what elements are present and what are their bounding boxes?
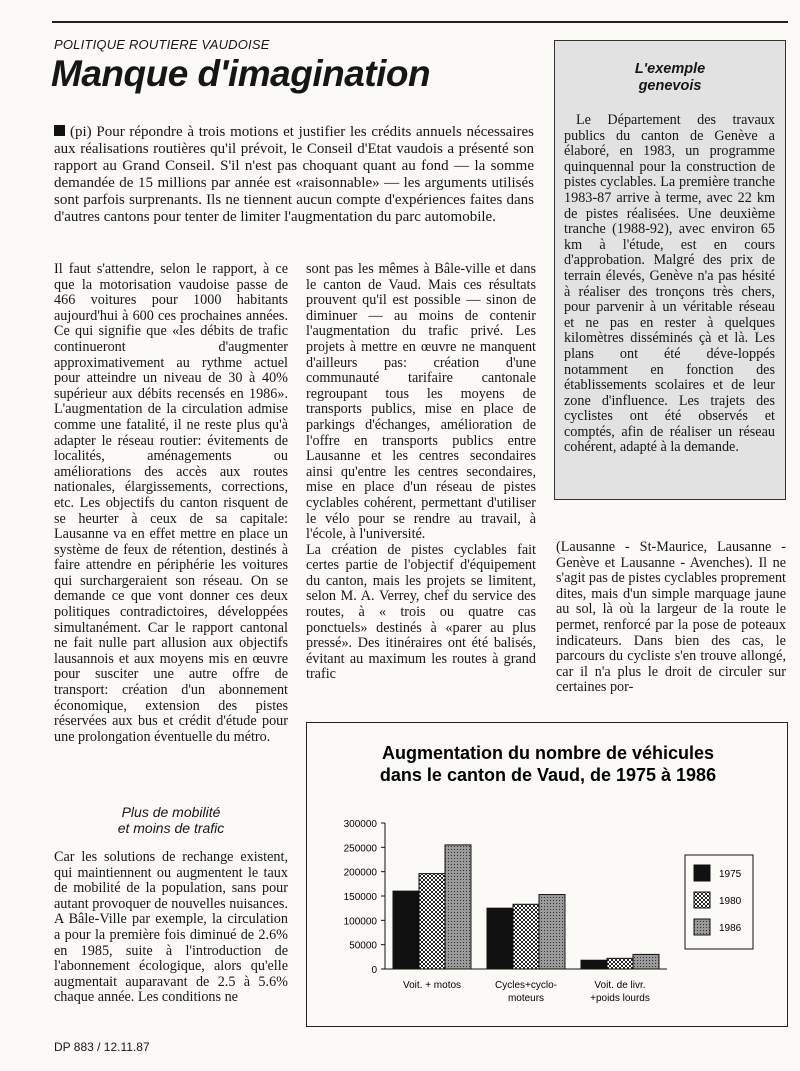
column-1b-text: Car les solutions de rechange existent, qui maintiennent ou augmentent le taux de mobilité de la population, sans pour autant provoquer de nouvelles nuisances. A Bâle-Ville par exemple, la circulation a pour la première fois diminué de 2.6% en 1985, suite à l'introduction de l'abonnement écologique, alors qu'elle augmentait auparavant de 2.5 à 5.6% chaque année. Les conditions ne — [54, 849, 288, 1006]
sidebar-title-line-2: genevois — [638, 78, 702, 94]
article-headline: Manque d'imagination — [51, 53, 431, 94]
y-tick-label: 250000 — [343, 843, 377, 855]
y-tick-label: 50000 — [349, 940, 377, 952]
column-1-text: Il faut s'attendre, selon le rapport, à ce que la motorisation vaudoise passe de 466 voitures pour 1000 habitants aujourd'hui à 600 ces prochaines années. Ce qui signifie que «les débits de trafic continueront d'augmenter approximativement au rythme actuel pour atteindre un niveau de 30 à 40% supérieur aux débits recensés en 1986». L'augmentation de la circulation admise comme une fatalité, il ne reste plus qu'à adapter le réseau routier: évitements de localités, aménagements ou améliorations des accès aux routes nationales, élargissements, corrections, etc. Les objectifs du canton risquent de se heurter à ceux de sa capitale: Lausanne va en effet mettre en place un système de feux de rétention, destinés à faire attendre en périphérie les voitures qui surchargeraient son réseau. On se demande ce que vont donner ces deux politiques contradictoires, développées simultanément. Car le rapport cantonal ne fait nulle part allusion aux objectifs lausannois et aux moyens mis en œuvre pour susciter une autre offre de transport: création d'un abonnement économique, extension des pistes réservées aux bus et crédit d'étude pour une prolongation éventuelle du métro. — [54, 261, 288, 745]
article-column-2 — [306, 262, 536, 683]
x-tick-label: Voit. de livr. — [594, 980, 646, 991]
chart-title-line-1: Augmentation du nombre de véhicules — [381, 743, 715, 763]
legend-label: 1986 — [719, 923, 742, 934]
article-column-3 — [556, 540, 786, 696]
column-2-text: sont pas les mêmes à Bâle-ville et dans le canton de Vaud. Mais ces résultats prouvent qu'il est possible — sinon de diminuer — au moins de contenir l'augmentation du trafic privé. Les projets à mettre en œuvre ne manquent d'ailleurs pas: création d'une communauté tarifaire cantonale regroupant tous les moyens de transports publics, mise en place de parkings d'échanges, amélioration de l'offre en transports publics entre Lausanne et les centres secondaires ainsi qu'entre les centres secondaires, mise en place d'un réseau de pistes cyclables cohérent, permettant d'utiliser le vélo pour se rendre au travail, à l'école, à l'université. — [306, 261, 536, 543]
bar-1986 — [539, 895, 565, 969]
subhead-line-1: Plus de mobilité — [121, 804, 221, 820]
chart-box — [306, 722, 788, 1027]
square-bullet-icon — [54, 125, 65, 136]
bar-1975 — [581, 960, 607, 969]
y-tick-label: 100000 — [343, 916, 377, 928]
sidebar-text: Le Département des travaux publics du canton de Genève a élaboré, en 1983, un programme quinquennal pour la construction de pistes cyclables. La première tranche 1983-87 arrive à terme, avec 22 km de pistes réalisées. Une deuxième tranche (1988-92), avec environ 65 km à l'étude, est en cours d'approbation. Malgré des prix de terrain élevés, Genève n'a pas hésité à réaliser des tronçons très chers, pour parvenir à un véritable réseau et ne pas en rester à quelques kilomètres disséminés çà et là. Les plans ont été déve-loppés notamment en fonction des établissements scolaires et de leur zone d'influence. Les trajets des cyclistes ont été observés et comptés, afin de réaliser un réseau cohérent, adapté à la demande. — [564, 112, 775, 456]
column-3-text: (Lausanne - St-Maurice, Lausanne - Genève et Lausanne - Avenches). Il ne s'agit pas de pistes cyclables proprement dites, mais d'un simple marquage jaune au sol, là où la largeur de la route le permet, renforcé par la pose de poteaux indicateurs. Dans bien des cas, le parcours du cycliste s'en trouve allongé, car il n'a plus le droit de circuler sur certaines por- — [556, 539, 786, 696]
y-tick-label: 300000 — [343, 819, 377, 830]
chart-title-line-2: dans le canton de Vaud, de 1975 à 1986 — [379, 765, 717, 785]
page-footer: DP 883 / 12.11.87 — [54, 1040, 150, 1054]
article-column-1 — [54, 262, 288, 745]
legend-swatch-1975 — [694, 865, 710, 881]
article-kicker: POLITIQUE ROUTIERE VAUDOISE — [54, 37, 270, 52]
x-tick-label: Cycles+cyclo- — [495, 980, 557, 991]
bar-1980 — [513, 904, 539, 969]
bar-1975 — [393, 891, 419, 969]
sidebar-title-line-1: L'exemple — [634, 61, 706, 77]
bar-chart — [307, 723, 787, 1026]
legend-swatch-1986 — [694, 919, 710, 935]
lead-text: (pi) Pour répondre à trois motions et justifier les crédits annuels nécessaires aux réalisations routières qu'il prévoit, le Conseil d'Etat vaudois a présenté son rapport au Grand Conseil. S'il n'est pas choquant quant au fond — la somme demandée de 15 millions par année est «raisonnable» — les arguments utilisés sont parfois surprenants. Ils ne tiennent aucun compte d'expériences faites dans d'autres cantons pour tenter de limiter l'augmentation du parc automobile. — [54, 124, 534, 225]
legend-label: 1980 — [719, 896, 742, 907]
bar-1986 — [633, 954, 659, 969]
subhead-line-2: et moins de trafic — [117, 820, 225, 836]
legend-swatch-1980 — [694, 892, 710, 908]
column-2b-text: La création de pistes cyclables fait certes partie de l'objectif d'équipement du canton, mais les projets se limitent, selon M. A. Verrey, chef du service des routes, à « trois ou quatre cas ponctuels» destinés à «parer au plus pressé». Des itinéraires ont été balisés, évitant au maximum les routes à grand trafic — [306, 541, 536, 683]
x-tick-label: moteurs — [507, 993, 545, 1004]
y-tick-label: 200000 — [343, 867, 377, 879]
bar-1980 — [419, 874, 445, 969]
sidebar-body — [564, 113, 775, 456]
top-rule — [52, 21, 788, 23]
x-tick-label: +poids lourds — [590, 993, 650, 1004]
sidebar-box — [554, 40, 786, 500]
article-lead — [54, 124, 534, 226]
sidebar-title — [555, 61, 785, 95]
y-tick-label: 0 — [371, 965, 377, 976]
legend-label: 1975 — [719, 869, 742, 880]
article-subhead — [54, 804, 288, 836]
x-tick-label: Voit. + motos — [402, 980, 462, 991]
bar-1980 — [607, 958, 633, 969]
bar-1975 — [487, 908, 513, 969]
article-column-1b — [54, 850, 288, 1006]
bar-1986 — [445, 845, 471, 969]
y-tick-label: 150000 — [343, 892, 377, 903]
